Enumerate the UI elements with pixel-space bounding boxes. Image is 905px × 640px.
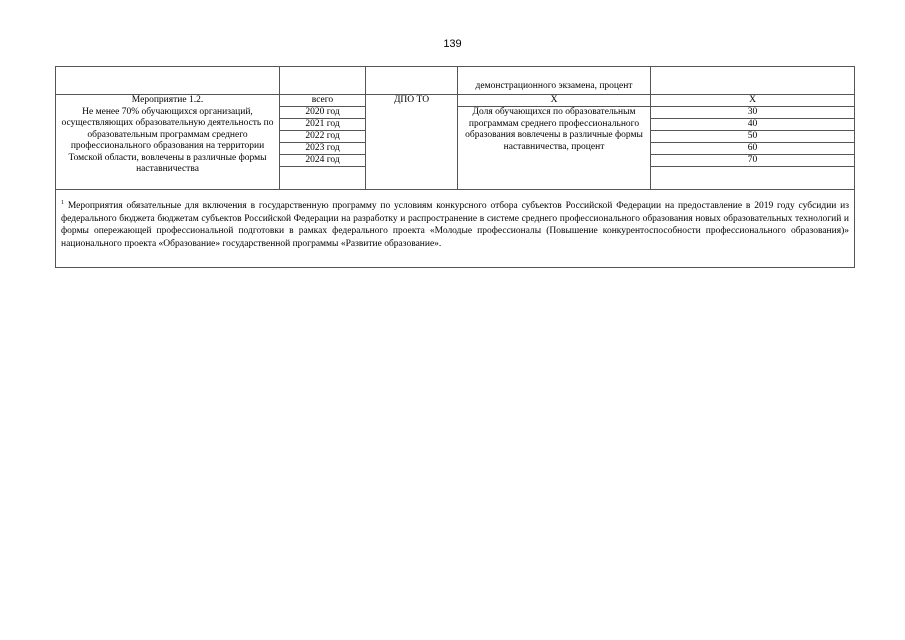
period-cell: 2024 год <box>280 155 366 167</box>
page-number: 139 <box>443 38 462 50</box>
measure-cell <box>56 95 280 190</box>
measure-title: Мероприятие 1.2. <box>131 95 204 105</box>
table-row <box>56 95 855 107</box>
table-cell <box>651 167 855 190</box>
footnote-mark: 1 <box>61 200 64 206</box>
table-row <box>56 190 855 268</box>
table-cell <box>280 167 366 190</box>
indicator-cell: Доля обучающихся по образовательным программам среднего профессионального образования вовлечены в различные формы наставничества, процент <box>458 107 651 190</box>
period-cell: всего <box>280 95 366 107</box>
value-cell: 50 <box>651 131 855 143</box>
period-cell: 2020 год <box>280 107 366 119</box>
table-cell <box>366 67 458 95</box>
footnote <box>56 190 855 268</box>
value-cell: 30 <box>651 107 855 119</box>
executor-cell: ДПО ТО <box>366 95 458 190</box>
period-cell: 2023 год <box>280 143 366 155</box>
footnote-text: Мероприятия обязательные для включения в государственную программу по условиям конкурсного отбора субъектов Российской Федерации на предоставление в 2019 году субсидии из федерального бюджета бюджетам субъектов Российской Федерации на разработку и распространение в системе среднего профессионального образования новых образовательных технологий и формы опережающей профессиональной подготовки в рамках федерального проекта «Молодые профессионалы (Повышение конкурентоспособности профессионального образования)» национального проекта «Образование» государственной программы «Развитие образование». <box>61 201 850 249</box>
table-cell <box>56 67 280 95</box>
indicator-total-cell: Х <box>458 95 651 107</box>
value-cell: 60 <box>651 143 855 155</box>
period-cell: 2021 год <box>280 119 366 131</box>
table-cell <box>651 67 855 95</box>
program-table <box>55 66 855 268</box>
table-row <box>56 67 855 95</box>
value-cell: 70 <box>651 155 855 167</box>
value-cell: 40 <box>651 119 855 131</box>
indicator-cell: демонстрационного экзамена, процент <box>458 67 651 95</box>
value-total-cell: Х <box>651 95 855 107</box>
period-cell: 2022 год <box>280 131 366 143</box>
measure-description: Не менее 70% обучающихся организаций, осуществляющих образовательную деятельность по образовательным программам среднего профессионального образования на территории Томской области, вовлечены в различные формы наставничества <box>61 106 274 174</box>
table-cell <box>280 67 366 95</box>
